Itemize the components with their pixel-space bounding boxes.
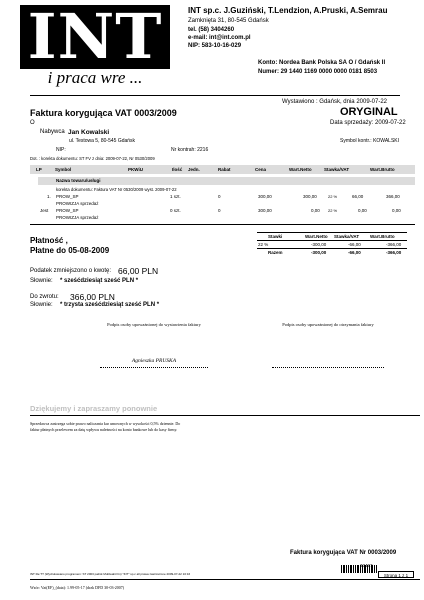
col-symbol: Symbol [55, 167, 72, 172]
tax-total-net: -300,00 [311, 250, 327, 255]
row-vat-rate: 22 % [328, 208, 338, 213]
row-price: 300,00 [258, 208, 272, 213]
tax-total-gross: -366,00 [386, 250, 402, 255]
issuer-signature-line [100, 367, 208, 368]
footer-divider [30, 579, 420, 580]
refund-words-label: Słownie: [30, 302, 53, 308]
payment-due: Płatne do 05-08-2009 [30, 246, 110, 255]
copy-mark: O [30, 120, 35, 126]
col-pkwiu: PKWiU [128, 167, 143, 172]
company-tel: tel. (58) 3404260 [188, 27, 235, 33]
tax-col-vat: Stawka/VAT [334, 234, 360, 239]
row-qty: 0 szt. [170, 208, 181, 213]
payment-label: Płatność , [30, 236, 68, 245]
footer-form-note: Wzór: Vat(EF)_(data): 1.99-05-17 (drzk DFD 30-03-2007) [30, 585, 125, 590]
row-discount: 0 [218, 208, 221, 213]
logo-text: INT [20, 5, 170, 69]
row-discount: 0 [218, 194, 221, 199]
col-unit: Jedn. [188, 167, 200, 172]
footer-generator: INT Re:TT (Wydrukowano programem: ST 2003 palnik Multiwalit Fin) "INT" sp.c all prawa zastrzeżone 2009-07-22 10:16 [30, 572, 191, 576]
col-gross: Wart.Brutto [370, 167, 395, 172]
row-vat-value: 0,00 [358, 208, 367, 213]
col-qty: Ilość [172, 167, 183, 172]
receiver-signature-label: Podpis osoby upoważnionej do otrzymania faktury [282, 322, 374, 327]
company-logo [20, 0, 170, 87]
tax-total-label: Razem [268, 250, 283, 255]
buyer-address: ul. Testowa 5, 80-545 Gdańsk [69, 138, 136, 144]
row-price: 300,00 [258, 194, 272, 199]
refund-label: Do zwrotu: [30, 294, 59, 300]
company-nip: NIP: 583-10-16-029 [188, 43, 242, 49]
col-vat: Stawka/VAT [324, 167, 350, 172]
bank-note: Sprzedawca zastrzega sobie prawo naliczania kar umownych w wysokości 0,5% dziennie. Do faktur płatnych przelewem za datę wpływu należności na konto bankowe lub do kasy firmy. [30, 421, 181, 432]
company-email: e-mail: int@int.com.pl [188, 35, 251, 41]
buyer-name: Jan Kowalski [68, 129, 110, 136]
table-bottom-line [30, 224, 415, 225]
table-correction-note: korekta dokumentu: Faktura VAT Nr 0530/2009 wyst. 2009-07-22 [56, 187, 177, 192]
row-vat-rate: 22 % [328, 194, 338, 199]
receiver-signature-line [272, 367, 384, 368]
issuer-signature-label: Podpis osoby upoważnionej do wystawienia faktury [107, 322, 201, 327]
col-discount: Rabat [218, 167, 231, 172]
refund-words: * trzysta sześćdziesiąt sześć PLN * [60, 302, 160, 308]
page-number: Strona 1 z 1 [378, 571, 414, 578]
col-price: Cena [255, 167, 267, 172]
row-lp: 1. [47, 194, 51, 199]
tax-summary-header-line [257, 240, 407, 241]
buyer-contractor-number: Nr kontrah: 2216 [171, 147, 209, 153]
row-gross: 366,00 [386, 194, 400, 199]
col-net: Wart.Netto [289, 167, 312, 172]
row-name: PROWIZJA sprzedaż [56, 201, 99, 206]
col-item-name: Nazwa towaru/usługi [56, 178, 101, 183]
tax-row-vat: -66,00 [348, 242, 361, 247]
company-name: INT sp.c. J.Guziński, T.Lendzion, A.Pruski, A.Semrau [188, 6, 388, 15]
bank-account-number: Numer: 29 1440 1169 0000 0000 0181 8503 [258, 69, 378, 75]
row-symbol: PROW_SP [56, 194, 79, 199]
row-gross: 0,00 [392, 208, 401, 213]
row-vat-value: 66,00 [352, 194, 364, 199]
thanks-divider [30, 415, 420, 416]
tax-total-vat: -66,00 [348, 250, 361, 255]
buyer-label: Nabywca [40, 129, 65, 135]
tax-row-net: -300,00 [311, 242, 327, 247]
buyer-nip-label: NIP: [56, 147, 66, 153]
invoice-title: Faktura korygująca VAT 0003/2009 [30, 108, 177, 118]
buyer-contractor-symbol: Symbol kontr.: KOWALSKI [340, 138, 400, 144]
tax-summary-top-line [257, 232, 407, 233]
tax-col-rate: Stawki [268, 234, 283, 239]
header-divider [30, 95, 400, 96]
tax-summary-mid-line [257, 248, 407, 249]
footer-doc-title: Faktura korygująca VAT Nr 0003/2009 [290, 550, 397, 556]
company-address: Zamknięta 31, 80-545 Gdańsk [188, 18, 269, 24]
tax-col-gross: Wart.Brutto [370, 234, 395, 239]
issuer-name: Agnieszka PRUSKA [131, 358, 177, 364]
issue-place-date: Wystawiono : Gdańsk, dnia 2009-07-22 [282, 99, 388, 105]
row-name: PROWIZJA sprzedaż [56, 215, 99, 220]
logo-tagline: i praca wre ... [47, 68, 143, 87]
bank-account: Konto: Nordea Bank Polska SA O / Gdańsk II [258, 60, 386, 66]
row-lp: Jest [40, 208, 49, 213]
thanks-message: Dziękujemy i zapraszamy ponownie [30, 404, 158, 413]
barcode-number: 33497 [360, 563, 373, 568]
row-symbol: PROW_SP [56, 208, 79, 213]
tax-col-net: Wart.Netto [305, 234, 328, 239]
original-label: ORYGINAL [340, 106, 398, 118]
tax-row-rate: 22 % [258, 242, 269, 247]
tax-reduction-label: Podatek zmniejszono o kwotę: [30, 268, 112, 274]
col-lp: LP [36, 167, 42, 172]
sale-date: Data sprzedaży: 2009-07-22 [330, 120, 406, 126]
reference-note: Dot. : korekta dokumentu: ST FV z dnia: 2009-07-22, Nr 0530/2009 [30, 156, 155, 161]
tax-reduction-words: * sześćdziesiąt sześć PLN * [60, 278, 139, 284]
row-net: 0,00 [311, 208, 320, 213]
tax-row-gross: -366,00 [386, 242, 402, 247]
row-net: 300,00 [303, 194, 317, 199]
tax-reduction-words-label: Słownie: [30, 278, 53, 284]
refund-value: 366,00 PLN [70, 292, 115, 302]
tax-reduction-value: 66,00 PLN [118, 266, 159, 276]
row-qty: 1 szt. [170, 194, 181, 199]
